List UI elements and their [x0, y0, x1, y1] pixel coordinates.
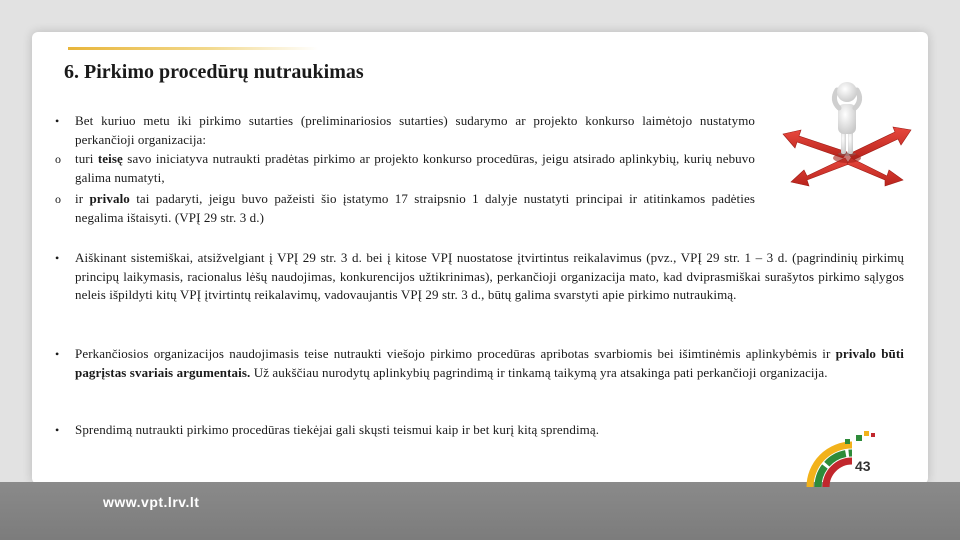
sub-bullet-marker: o — [55, 192, 61, 206]
page-number: 43 — [855, 458, 871, 474]
bullet-marker: • — [55, 251, 60, 265]
sub-bullet-text: ir privalo tai padaryti, jeigu buvo pažeisti šio įstatymo 17 straipsnio 1 dalyje nustatyti principai ir atitinkamos padėties negalima ištaisyti. (VPĮ 29 str. 3 d.) — [75, 191, 755, 225]
emphasis-text: privalo — [89, 191, 130, 206]
sub-bullet-marker: o — [55, 152, 61, 166]
title-accent-rule — [68, 47, 318, 50]
lithuanian-flag-arc-logo — [800, 425, 900, 495]
bullet-marker: • — [55, 423, 60, 437]
bullet-text: Bet kuriuo metu iki pirkimo sutarties (preliminariosios sutarties) sudarymo ar projekto konkurso laimėtojo nustatymo perkančioji organizacija: — [75, 113, 755, 147]
emphasis-text: teisę — [97, 151, 123, 166]
bullet-marker: • — [55, 114, 60, 128]
footer-website-link[interactable]: www.vpt.lrv.lt — [103, 494, 200, 510]
bullet-marker: • — [55, 347, 60, 361]
bullet-text: Sprendimą nutraukti pirkimo procedūras tiekėjai gali skųsti teismui kaip ir bet kurį kitą sprendimą. — [75, 422, 600, 437]
emphasis-text: privalo būti pagrįstas svariais argumentais. — [75, 346, 904, 380]
slide-title: 6. Pirkimo procedūrų nutraukimas — [64, 61, 364, 83]
bullet-text: Aiškinant sistemiškai, atsižvelgiant į VPĮ 29 str. 3 d. bei į kitose VPĮ nuostatose įtvirtintus reikalavimus (pvz., VPĮ 29 str. 1 – 3 d. (pagrindinių pirkimų principų laikymasis, racionalus lėšų naudojimas, konkurencijos užtikrinimas), perkančioji organizacija mato, kad dviprasmiškai surašytos pirkimo sąlygos neleis išpildyti kitų VPĮ įtvirtintų reikalavimų, vadovaujantis VPĮ 29 str. 3 d., būtų galima svarstyti apie pirkimo nutraukimą. — [75, 250, 904, 302]
person-at-crossroads-arrows-illustration — [777, 72, 914, 189]
sub-bullet-text: turi teisę savo iniciatyva nutraukti pradėtas pirkimo ar projekto konkurso procedūras, jeigu atsirado aplinkybių, kurių nebuvo galima numatyti, — [75, 151, 755, 185]
bullet-text: Perkančiosios organizacijos naudojimasis teise nutraukti viešojo pirkimo procedūras apribotas svarbiomis bei išimtinėmis aplinkybėmis ir privalo būti pagrįstas svariais argumentais. Už aukščiau nurodytų aplinkybių pagrindimą ir tinkamą taikymą yra atsakinga pati perkančioji organizacija. — [75, 346, 904, 380]
